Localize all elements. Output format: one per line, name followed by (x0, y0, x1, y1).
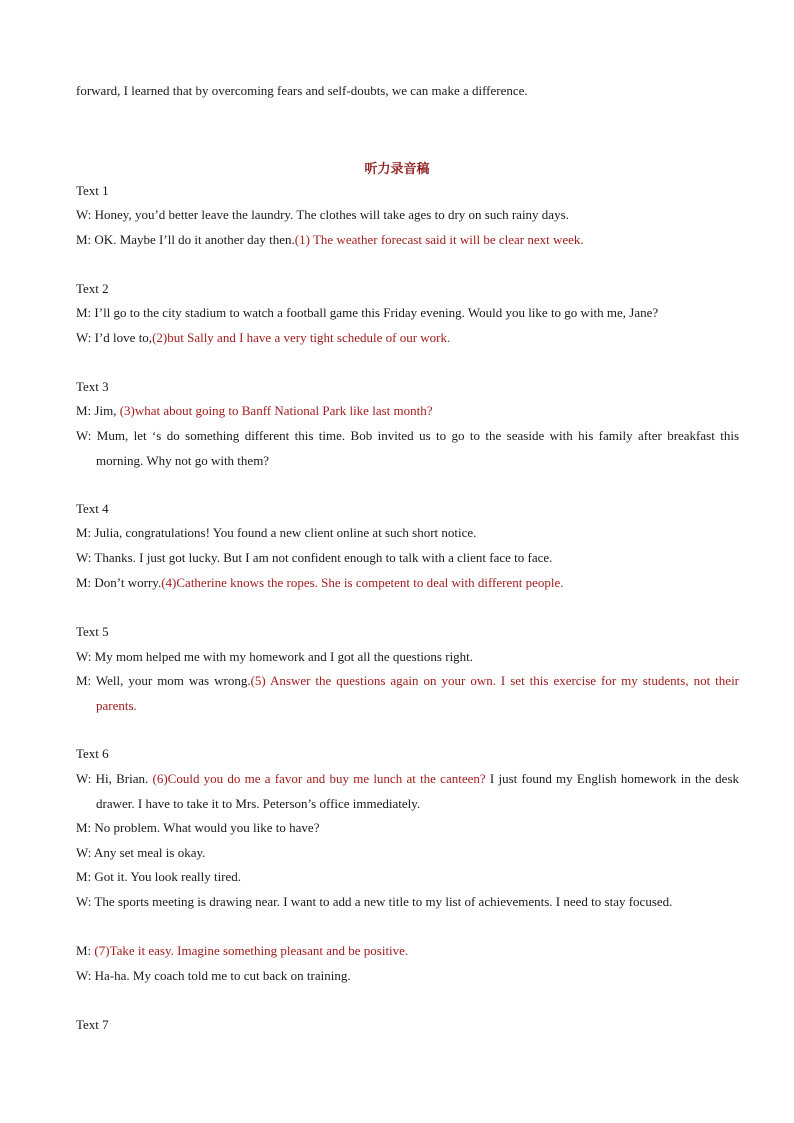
line-text: W: Hi, Brian. (76, 771, 153, 786)
line-text: M: No problem. What would you like to have? (76, 820, 320, 835)
line-text: M: Got it. You look really tired. (76, 869, 242, 884)
dialogue-line (76, 203, 739, 228)
text-label: Text 7 (76, 1017, 109, 1032)
text-label: Text 2 (76, 281, 109, 296)
answer-text: (6)Could you do me a favor and buy me lunch at the canteen? (152, 771, 486, 786)
line-text: W: Ha-ha. My coach told me to cut back on training. (76, 968, 351, 983)
dialogue-line (76, 521, 739, 546)
line-text: W: Mum, let ‘s do something different this time. Bob invited us to go to the seaside with his family after breakfast this morning. Why not go with them? (76, 428, 739, 468)
line-text: W: Any set meal is okay. (76, 845, 206, 860)
dialogue-line (76, 301, 739, 326)
answer-text: (2)but Sally and I have a very tight schedule of our work. (152, 330, 451, 345)
line-text: W: My mom helped me with my homework and I got all the questions right. (76, 649, 474, 664)
dialogue-line (76, 865, 739, 890)
dialogue-line (76, 816, 739, 841)
line-text: M: Don’t worry. (76, 575, 162, 590)
dialogue-line (76, 424, 739, 473)
text-label: Text 6 (76, 746, 109, 761)
line-text: W: Thanks. I just got lucky. But I am not confident enough to talk with a client face to face. (76, 550, 553, 565)
answer-text: (3)what about going to Banff National Park like last month? (119, 403, 433, 418)
answer-text: (1) The weather forecast said it will be clear next week. (294, 232, 584, 247)
dialogue-line (76, 228, 739, 253)
dialogue-line (76, 399, 739, 424)
line-text: W: I’d love to, (76, 330, 153, 345)
dialogue-line (76, 767, 739, 816)
dialogue-line (76, 571, 739, 596)
line-text: M: Well, your mom was wrong. (76, 673, 251, 688)
line-text: W: Honey, you’d better leave the laundry. The clothes will take ages to dry on such rainy days. (76, 207, 569, 222)
dialogue-line (76, 326, 739, 351)
answer-text: (4)Catherine knows the ropes. She is competent to deal with different people. (161, 575, 564, 590)
line-text: M: I’ll go to the city stadium to watch a football game this Friday evening. Would you like to go with me, Jane? (76, 305, 659, 320)
text-label: Text 5 (76, 624, 109, 639)
answer-text: (7)Take it easy. Imagine something pleasant and be positive. (94, 943, 409, 958)
intro-line: forward, I learned that by overcoming fears and self-doubts, we can make a difference. (76, 83, 528, 98)
text-label: Text 3 (76, 379, 109, 394)
transcript-heading: 听力录音稿 (364, 162, 430, 177)
line-text: M: Julia, congratulations! You found a new client online at such short notice. (76, 525, 477, 540)
line-text: M: (76, 943, 95, 958)
dialogue-line (76, 939, 739, 964)
dialogue-line (76, 546, 739, 571)
line-text: W: The sports meeting is drawing near. I want to add a new title to my list of achievements. I need to stay focused. (76, 894, 673, 909)
dialogue-line (76, 964, 739, 989)
answer-text: (5) Answer the questions again on your own. I set this exercise for my students, not their parents. (96, 673, 740, 713)
dialogue-line (76, 645, 739, 670)
dialogue-line (76, 890, 739, 915)
text-label: Text 1 (76, 183, 109, 198)
line-text: M: OK. Maybe I’ll do it another day then. (76, 232, 295, 247)
dialogue-line (76, 841, 739, 866)
line-text: M: Jim, (76, 403, 120, 418)
dialogue-line (76, 669, 739, 718)
text-label: Text 4 (76, 501, 109, 516)
line-text: I just found my English homework in the desk drawer. I have to take it to Mrs. Peterson’s office immediately. (96, 771, 740, 811)
